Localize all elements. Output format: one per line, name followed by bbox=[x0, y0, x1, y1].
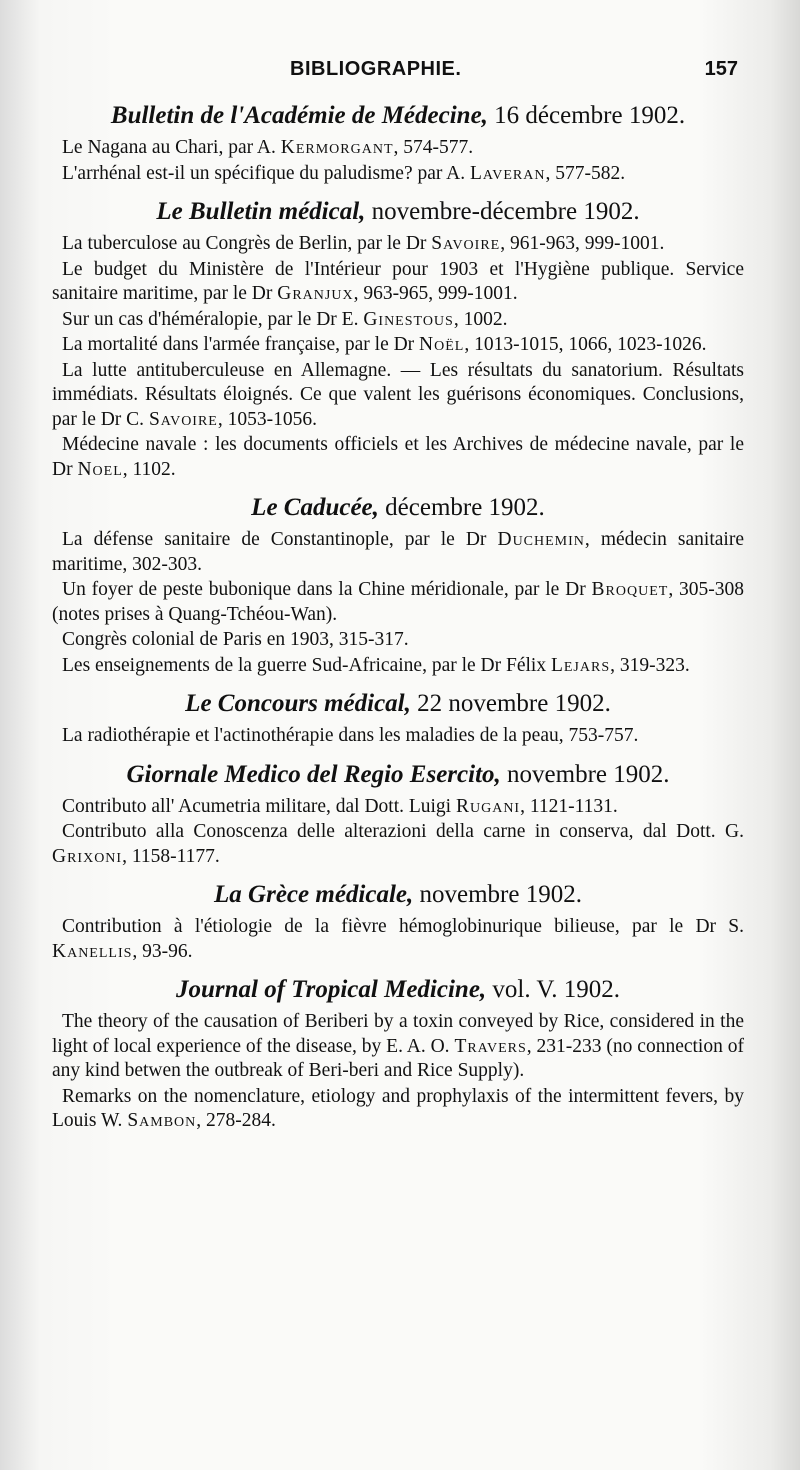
entry-text: , 1102. bbox=[122, 458, 176, 480]
journal-issue-date: 22 novembre 1902. bbox=[410, 690, 611, 717]
journal-section bbox=[52, 192, 744, 482]
entry-text: Remarks on the nomenclature, etiology and prophylaxis of the intermittent fevers, by Louis W. bbox=[52, 1085, 744, 1131]
journal-section bbox=[52, 875, 744, 964]
author-name: Sambon bbox=[127, 1110, 197, 1131]
entry-text: Le budget du Ministère de l'Intérieur pour 1903 et l'Hygiène publique. Service sanitaire maritime, par le Dr bbox=[52, 258, 744, 304]
journal-heading bbox=[52, 684, 744, 724]
journal-name: Le Caducée, bbox=[251, 494, 379, 521]
entry-text: Le Nagana au Chari, par A. bbox=[62, 137, 281, 158]
entry-text: , 1158-1177. bbox=[122, 845, 220, 867]
author-name: Duchemin bbox=[497, 529, 585, 550]
bibliography-entry bbox=[52, 136, 744, 161]
entry-text: , 963-965, 999-1001. bbox=[353, 283, 518, 304]
bibliography-entry bbox=[52, 628, 744, 653]
entry-text: , 1053-1056. bbox=[217, 408, 317, 430]
bibliography-entry bbox=[52, 528, 744, 577]
entry-text: , 1121-1131. bbox=[520, 795, 618, 817]
bibliography-entry bbox=[52, 1085, 744, 1134]
bibliography-entry bbox=[52, 795, 744, 820]
author-name: Lejars bbox=[550, 654, 611, 676]
entry-text: , 1002. bbox=[453, 308, 508, 330]
entry-text: , 961-963, 999-1001. bbox=[500, 233, 665, 254]
journal-heading bbox=[52, 970, 744, 1010]
journal-section bbox=[52, 684, 744, 749]
journal-heading bbox=[52, 96, 744, 136]
entry-text: , 319-323. bbox=[610, 654, 690, 676]
bibliography-entry bbox=[52, 162, 744, 187]
entry-text: , 1013-1015, 1066, 1023-1026. bbox=[464, 334, 707, 355]
bibliography-entry bbox=[52, 820, 744, 869]
author-name: Laveran bbox=[470, 162, 546, 184]
author-name: Rugani bbox=[455, 795, 521, 817]
bibliography-entry bbox=[52, 232, 744, 257]
author-name: Savoire bbox=[148, 408, 218, 430]
author-name: Savoire bbox=[431, 233, 501, 254]
entry-text: , 278-284. bbox=[196, 1110, 276, 1131]
bibliography-entry bbox=[52, 258, 744, 307]
journal-heading bbox=[52, 755, 744, 795]
bibliography-entry bbox=[52, 578, 744, 627]
journal-section bbox=[52, 755, 744, 870]
author-name: Noel bbox=[77, 458, 123, 480]
entry-text: Un foyer de peste bubonique dans la Chine méridionale, par le Dr bbox=[62, 579, 592, 600]
journal-section bbox=[52, 488, 744, 678]
entry-text: The theory of the causation of Beriberi by a toxin conveyed by Rice, considered in the light of local experience of the disease, by E. A. O. bbox=[52, 1011, 744, 1057]
entry-text: Sur un cas d'héméralopie, par le Dr E. bbox=[62, 308, 364, 330]
journal-name: Giornale Medico del Regio Esercito, bbox=[126, 760, 501, 788]
journal-heading bbox=[52, 488, 744, 528]
journal-heading bbox=[52, 192, 744, 232]
journal-issue-date: décembre 1902. bbox=[378, 494, 545, 521]
journal-issue-date: 16 décembre 1902. bbox=[487, 102, 686, 129]
page-number: 157 bbox=[704, 58, 738, 80]
author-name: Broquet bbox=[591, 579, 669, 600]
journal-issue-date: novembre 1902. bbox=[413, 881, 582, 908]
author-name: Granjux bbox=[277, 283, 354, 304]
bibliography-entry bbox=[52, 333, 744, 358]
author-name: Kanellis bbox=[52, 940, 133, 962]
journal-name: La Grèce médicale, bbox=[214, 881, 414, 908]
journal-name: Le Bulletin médical, bbox=[156, 198, 366, 225]
entry-text: , 574-577. bbox=[393, 137, 474, 158]
entry-text: La radiothérapie et l'actinothérapie dans les maladies de la peau, 753-757. bbox=[62, 725, 639, 746]
entry-text: , 93-96. bbox=[132, 940, 193, 962]
author-name: Kermorgant bbox=[280, 137, 394, 158]
entry-text: La défense sanitaire de Constantinople, par le Dr bbox=[62, 529, 498, 550]
journal-issue-date: novembre 1902. bbox=[500, 760, 670, 788]
entry-text: Contributo alla Conoscenza delle alterazioni della carne in conserva, dal Dott. G. bbox=[62, 821, 744, 842]
entry-text: Congrès colonial de Paris en 1903, 315-317. bbox=[62, 629, 409, 650]
bibliography-entry bbox=[52, 654, 744, 679]
entry-text: , 231-233 (no connection of any kind betwen the outbreak of Beri-beri and Rice Supply). bbox=[52, 1035, 744, 1081]
bibliography-entry bbox=[52, 308, 744, 333]
author-name: Travers bbox=[454, 1035, 527, 1057]
entry-text: La lutte antituberculeuse en Allemagne. — Les résultats du sanatorium. Résultats immédiats. Résultats éloignés. Ce que valent les guérisons économiques. Conclusions, par le Dr C. bbox=[52, 359, 744, 430]
bibliography-entry bbox=[52, 1010, 744, 1084]
journal-section bbox=[52, 970, 744, 1134]
page-header bbox=[60, 58, 738, 92]
bibliography-entry bbox=[52, 359, 744, 433]
entry-text: Contributo all' Acumetria militare, dal Dott. Luigi bbox=[62, 795, 456, 817]
journal-name: Le Concours médical, bbox=[185, 690, 411, 717]
journal-issue-date: novembre-décembre 1902. bbox=[365, 198, 640, 225]
entry-text: La mortalité dans l'armée française, par le Dr bbox=[62, 334, 420, 355]
journal-name: Bulletin de l'Académie de Médecine, bbox=[110, 102, 488, 129]
journal-section bbox=[52, 96, 744, 186]
bibliography-entry bbox=[52, 915, 744, 964]
entry-text: La tuberculose au Congrès de Berlin, par le Dr bbox=[62, 233, 432, 254]
entry-text: , 305-308 (notes prises à Quang-Tchéou-Wan). bbox=[52, 579, 744, 625]
entry-text: Médecine navale : les documents officiels et les Archives de médecine navale, par le Dr bbox=[52, 434, 744, 480]
bibliography-body bbox=[52, 96, 744, 1140]
entry-text: Contribution à l'étiologie de la fièvre hémoglobinurique bilieuse, par le Dr S. bbox=[62, 916, 744, 937]
author-name: Ginestous bbox=[363, 308, 454, 330]
journal-issue-date: vol. V. 1902. bbox=[486, 976, 620, 1003]
journal-heading bbox=[52, 875, 744, 915]
bibliography-entry bbox=[52, 433, 744, 482]
entry-text: , 577-582. bbox=[545, 162, 626, 184]
entry-text: L'arrhénal est-il un spécifique du paludisme? par A. bbox=[62, 162, 471, 184]
running-head: BIBLIOGRAPHIE. bbox=[290, 58, 462, 80]
author-name: Grixoni bbox=[52, 845, 123, 867]
entry-text: Les enseignements de la guerre Sud-Africaine, par le Dr Félix bbox=[62, 654, 551, 676]
entry-text: , médecin sanitaire maritime, 302-303. bbox=[52, 529, 744, 575]
journal-name: Journal of Tropical Medicine, bbox=[175, 976, 487, 1003]
author-name: Noël bbox=[419, 334, 465, 355]
bibliography-entry bbox=[52, 724, 744, 749]
